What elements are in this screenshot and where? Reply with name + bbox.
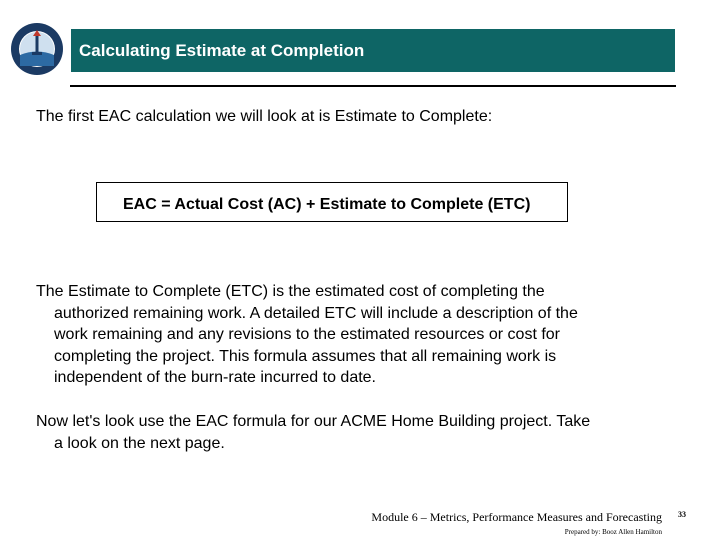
- formula-box: [96, 182, 568, 222]
- paragraph-line: Now let's look use the EAC formula for our ACME Home Building project. Take: [36, 413, 591, 430]
- page-title: Calculating Estimate at Completion: [79, 41, 365, 60]
- paragraph-line: a look on the next page.: [54, 434, 225, 452]
- booz-allen-hamilton-logo: [10, 22, 64, 76]
- footer-prepared-by: Prepared by: Booz Allen Hamilton: [564, 528, 662, 536]
- footer-module-label: Module 6 – Metrics, Performance Measures and Forecasting: [371, 510, 662, 524]
- paragraph-line: work remaining and any revisions to the estimated resources or cost for: [54, 326, 561, 343]
- paragraph-line: authorized remaining work. A detailed ETC will include a description of the: [54, 304, 578, 322]
- next-page-paragraph: [36, 411, 696, 454]
- logo-emblem: [10, 22, 64, 76]
- paragraph-line: independent of the burn-rate incurred to date.: [54, 369, 376, 386]
- title-bar: [71, 29, 675, 72]
- etc-description-paragraph: [36, 281, 676, 389]
- intro-text: The first EAC calculation we will look at is Estimate to Complete:: [36, 108, 493, 125]
- paragraph-line: The Estimate to Complete (ETC) is the estimated cost of completing the: [36, 283, 545, 300]
- page-number: 33: [678, 510, 686, 519]
- eac-formula: EAC = Actual Cost (AC) + Estimate to Complete (ETC): [123, 196, 531, 213]
- header-divider: [70, 85, 676, 87]
- paragraph-line: completing the project. This formula assumes that all remaining work is: [54, 347, 557, 365]
